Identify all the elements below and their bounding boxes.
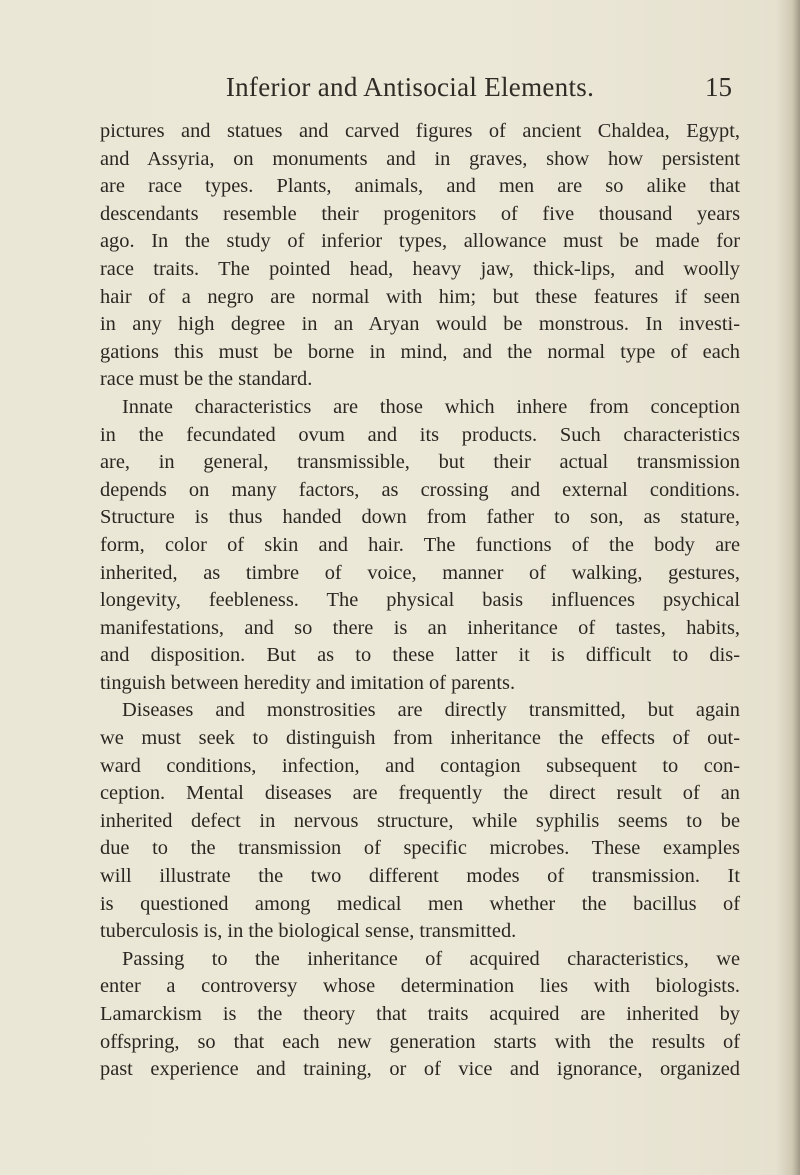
text-line: inherited defect in nervous structure, while syphilis seems to be	[100, 809, 740, 832]
text-line: past experience and training, or of vice and ignorance, organized	[100, 1058, 740, 1081]
text-line: Structure is thus handed down from father to son, as stature,	[100, 506, 740, 529]
text-line: tuberculosis is, in the biological sense, transmitted.	[100, 920, 517, 943]
text-line: in the fecundated ovum and its products. Such characteristics	[100, 423, 740, 446]
text-line: inherited, as timbre of voice, manner of walking, gestures,	[100, 561, 740, 584]
text-line: hair of a negro are normal with him; but these features if seen	[100, 285, 740, 308]
text-line: descendants resemble their progenitors of five thousand years	[100, 202, 740, 225]
text-line: depends on many factors, as crossing and external conditions.	[100, 478, 740, 501]
text-line: tinguish between heredity and imitation of parents.	[100, 671, 516, 694]
paragraph-1	[100, 118, 740, 394]
text-line: race traits. The pointed head, heavy jaw, thick-lips, and woolly	[100, 257, 740, 280]
paragraph-4	[100, 946, 740, 1084]
text-line: gations this must be borne in mind, and the normal type of each	[100, 340, 740, 363]
text-line: race must be the standard.	[100, 368, 313, 391]
text-line: ago. In the study of inferior types, allowance must be made for	[100, 230, 740, 253]
text-line: pictures and statues and carved figures of ancient Chaldea, Egypt,	[100, 120, 740, 142]
text-line: Passing to the inheritance of acquired characteristics, we	[122, 947, 740, 970]
text-line: we must seek to distinguish from inheritance the effects of out-	[100, 727, 740, 750]
text-line: and disposition. But as to these latter it is difficult to dis-	[100, 644, 740, 667]
running-title: Inferior and Antisocial Elements.	[225, 72, 595, 102]
text-line: form, color of skin and hair. The functions of the body are	[100, 533, 740, 556]
text-line: is questioned among medical men whether the bacillus of	[100, 892, 740, 915]
text-line: Innate characteristics are those which inhere from conception	[122, 395, 740, 418]
paragraph-2	[100, 394, 740, 698]
text-line: are, in general, transmissible, but their actual transmission	[100, 451, 740, 474]
text-line: in any high degree in an Aryan would be monstrous. In investi-	[100, 313, 740, 336]
body-text	[100, 118, 740, 1084]
text-line: enter a controversy whose determination lies with biologists.	[100, 975, 740, 998]
text-line: ception. Mental diseases are frequently the direct result of an	[100, 782, 740, 805]
text-line: Diseases and monstrosities are directly transmitted, but again	[122, 699, 740, 722]
text-line: longevity, feebleness. The physical basis influences psychical	[100, 589, 740, 612]
text-line: Lamarckism is the theory that traits acquired are inherited by	[100, 1003, 740, 1025]
text-line: due to the transmission of specific microbes. These examples	[100, 837, 740, 860]
text-line: ward conditions, infection, and contagion subsequent to con-	[100, 754, 740, 777]
text-line: manifestations, and so there is an inheritance of tastes, habits,	[100, 616, 740, 639]
text-line: will illustrate the two different modes of transmission. It	[100, 865, 740, 888]
text-line: offspring, so that each new generation starts with the results of	[100, 1030, 740, 1053]
page-number: 15	[705, 72, 732, 102]
text-line: and Assyria, on monuments and in graves, show how persistent	[100, 147, 740, 170]
paragraph-3	[100, 697, 740, 945]
text-line: are race types. Plants, animals, and men are so alike that	[100, 175, 740, 198]
page-header	[100, 72, 740, 108]
